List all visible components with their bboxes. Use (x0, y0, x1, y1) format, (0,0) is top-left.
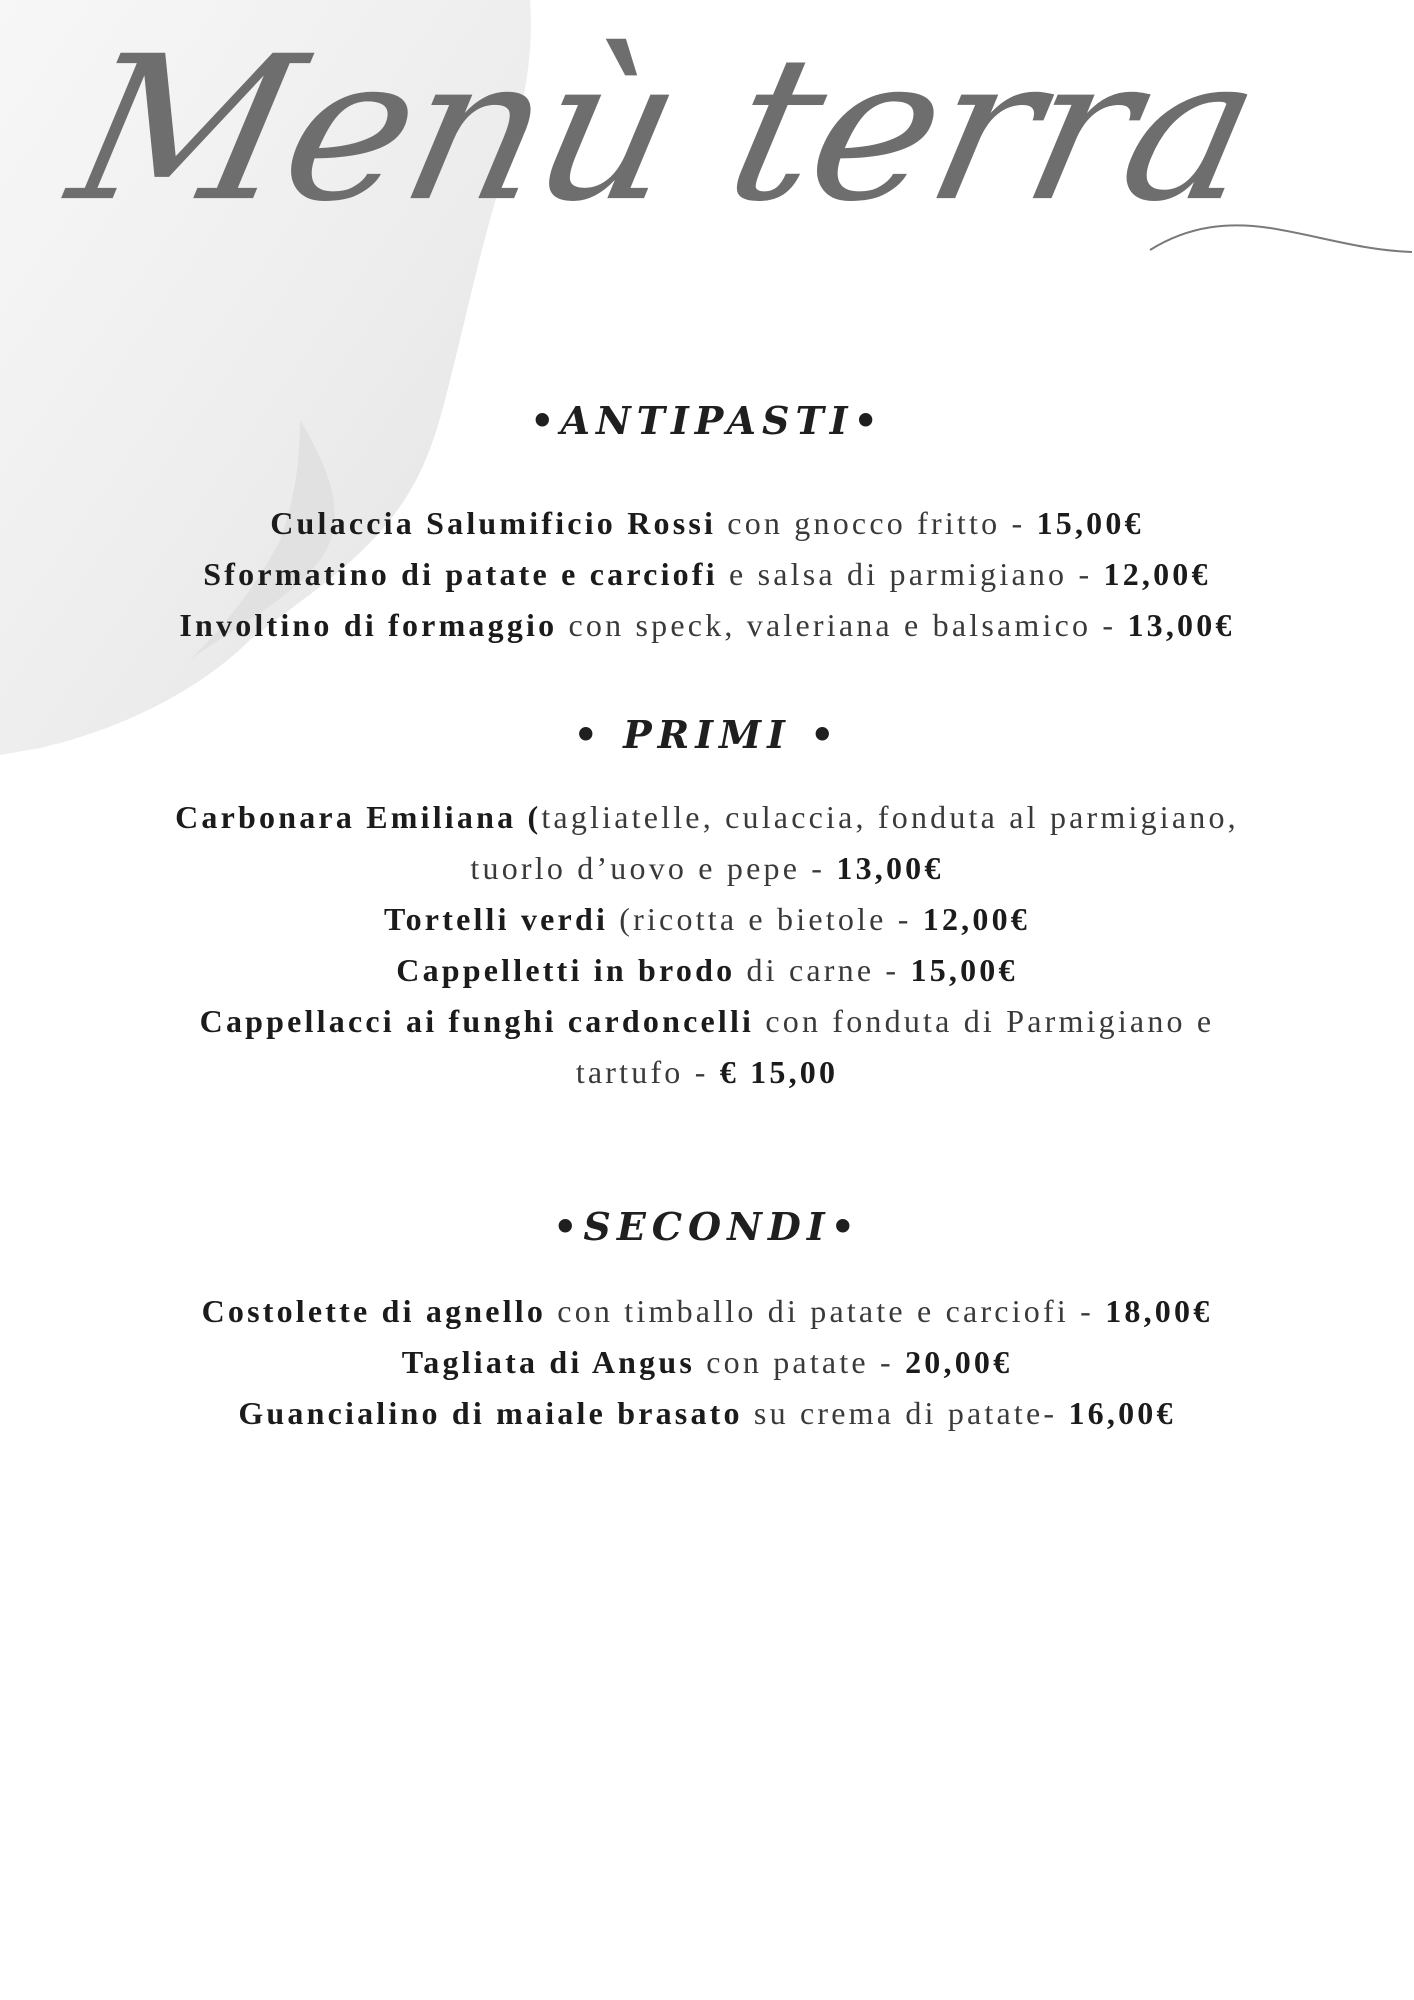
section-secondi (0, 1204, 1414, 1439)
list-item: Culaccia Salumificio Rossi con gnocco fritto - 15,00€ (270, 505, 1144, 541)
section-heading-antipasti: •ANTIPASTI• (530, 398, 884, 443)
list-item: tartufo - € 15,00 (575, 1054, 839, 1090)
section-antipasti (0, 398, 1414, 651)
menu-title: Menù terra (54, 12, 1275, 246)
section-primi (0, 712, 1414, 1098)
list-item: Cappellacci ai funghi cardoncelli con fonduta di Parmigiano e (199, 1003, 1215, 1039)
list-item: Cappelletti in brodo di carne - 15,00€ (396, 952, 1018, 988)
list-item: tuorlo d’uovo e pepe - 13,00€ (470, 850, 944, 886)
section-heading-secondi: •SECONDI• (553, 1204, 861, 1249)
secondi-list (0, 1286, 1414, 1439)
list-item: Tagliata di Angus con patate - 20,00€ (401, 1344, 1013, 1380)
list-item: Guancialino di maiale brasato su crema di patate- 16,00€ (238, 1395, 1176, 1431)
title-flourish (0, 0, 1414, 330)
title-area (0, 0, 1414, 330)
primi-list (0, 792, 1414, 1098)
antipasti-list (0, 498, 1414, 651)
section-heading-primi: • PRIMI • (573, 712, 841, 757)
list-item: Carbonara Emiliana (tagliatelle, culaccia, fonduta al parmigiano, (175, 799, 1239, 835)
list-item: Costolette di agnello con timballo di patate e carciofi - 18,00€ (201, 1293, 1213, 1329)
list-item: Involtino di formaggio con speck, valeriana e balsamico - 13,00€ (179, 607, 1235, 643)
list-item: Tortelli verdi (ricotta e bietole - 12,00€ (384, 901, 1030, 937)
list-item: Sformatino di patate e carciofi e salsa di parmigiano - 12,00€ (203, 556, 1211, 592)
